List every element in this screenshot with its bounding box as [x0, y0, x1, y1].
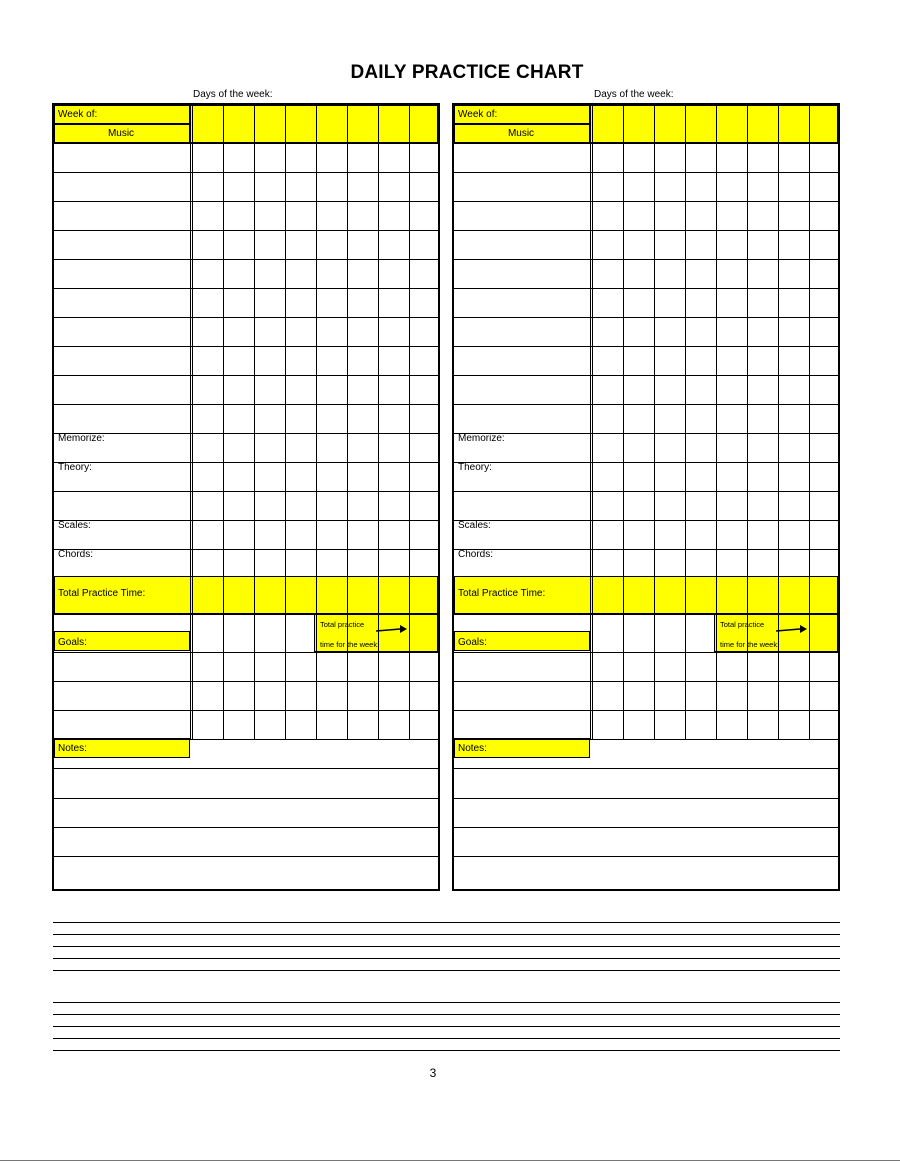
scales-label: Scales:: [458, 520, 491, 531]
row-line: [54, 230, 438, 231]
row-line: [454, 143, 838, 144]
row-line: [454, 520, 838, 521]
page-bottom-rule: [0, 1160, 900, 1161]
notes-line: [54, 856, 438, 857]
row-line: [454, 317, 838, 318]
row-line: [454, 491, 838, 492]
scales-label: Scales:: [58, 520, 91, 531]
total-practice-time-label: Total Practice Time:: [58, 588, 146, 599]
row-line: [454, 681, 838, 682]
row-line: [54, 710, 438, 711]
staff-line: [53, 1038, 840, 1039]
row-line: [54, 739, 438, 740]
total-practice-time-label: Total Practice Time:: [458, 588, 546, 599]
notes-line: [54, 827, 438, 828]
row-line: [54, 201, 438, 202]
row-line: [454, 375, 838, 376]
row-line: [54, 462, 438, 463]
chords-label: Chords:: [458, 549, 494, 560]
music-label: Music: [107, 128, 135, 139]
notes-line: [454, 827, 838, 828]
row-line: [54, 681, 438, 682]
row-line: [54, 520, 438, 521]
notes-line: [454, 856, 838, 857]
row-line: [454, 404, 838, 405]
week-of-label: Week of:: [58, 109, 98, 120]
practice-chart-left: [52, 103, 440, 891]
page-number: 3: [429, 1066, 437, 1080]
staff-line: [53, 1026, 840, 1027]
day-header-row: [190, 105, 438, 143]
row-line: [454, 230, 838, 231]
row-line: [54, 375, 438, 376]
row-line: [454, 710, 838, 711]
theory-label: Theory:: [58, 462, 92, 473]
goals-label: Goals:: [458, 637, 487, 648]
row-line: [54, 576, 438, 577]
memorize-label: Memorize:: [58, 433, 105, 444]
row-line: [54, 652, 438, 653]
row-line: [454, 346, 838, 347]
row-line: [454, 549, 838, 550]
days-of-week-label-right: Days of the week:: [594, 89, 674, 100]
staff-line: [53, 970, 840, 971]
row-line: [54, 317, 438, 318]
practice-chart-right: [452, 103, 840, 891]
notes-label: Notes:: [458, 743, 487, 754]
weekly-total-label-line1: Total practice: [720, 620, 765, 629]
staff-line: [53, 922, 840, 923]
notes-line: [54, 768, 438, 769]
row-line: [54, 172, 438, 173]
chart-frame: [52, 103, 440, 891]
staff-line: [53, 934, 840, 935]
staff-line: [53, 1050, 840, 1051]
row-line: [454, 652, 838, 653]
staff-line: [53, 958, 840, 959]
row-line: [454, 201, 838, 202]
row-line: [54, 404, 438, 405]
music-label: Music: [507, 128, 535, 139]
days-of-week-label-left: Days of the week:: [193, 89, 273, 100]
theory-label: Theory:: [458, 462, 492, 473]
row-line: [54, 346, 438, 347]
row-line: [454, 462, 838, 463]
row-line: [54, 491, 438, 492]
right-arrow-icon: [374, 623, 408, 637]
week-of-label: Week of:: [458, 109, 498, 120]
chords-label: Chords:: [58, 549, 94, 560]
row-line: [54, 614, 438, 615]
row-line: [454, 259, 838, 260]
weekly-total-label-line1: Total practice: [320, 620, 365, 629]
row-line: [454, 288, 838, 289]
staff-line: [53, 1002, 840, 1003]
staff-line: [53, 946, 840, 947]
row-line: [454, 433, 838, 434]
weekly-total-label-line2: time for the week:: [720, 640, 780, 649]
notes-line: [454, 768, 838, 769]
row-line: [454, 614, 838, 615]
memorize-label: Memorize:: [458, 433, 505, 444]
row-line: [54, 259, 438, 260]
row-line: [54, 433, 438, 434]
weekly-total-label-line2: time for the week:: [320, 640, 380, 649]
row-line: [54, 549, 438, 550]
chart-frame: [452, 103, 840, 891]
right-arrow-icon: [774, 623, 808, 637]
goals-label: Goals:: [58, 637, 87, 648]
row-line: [454, 739, 838, 740]
page-title: DAILY PRACTICE CHART: [350, 62, 584, 83]
day-header-row: [590, 105, 838, 143]
staff-line: [53, 1014, 840, 1015]
notes-line: [454, 798, 838, 799]
row-line: [454, 576, 838, 577]
row-line: [454, 172, 838, 173]
row-line: [54, 288, 438, 289]
notes-line: [54, 798, 438, 799]
notes-label: Notes:: [58, 743, 87, 754]
row-line: [54, 143, 438, 144]
